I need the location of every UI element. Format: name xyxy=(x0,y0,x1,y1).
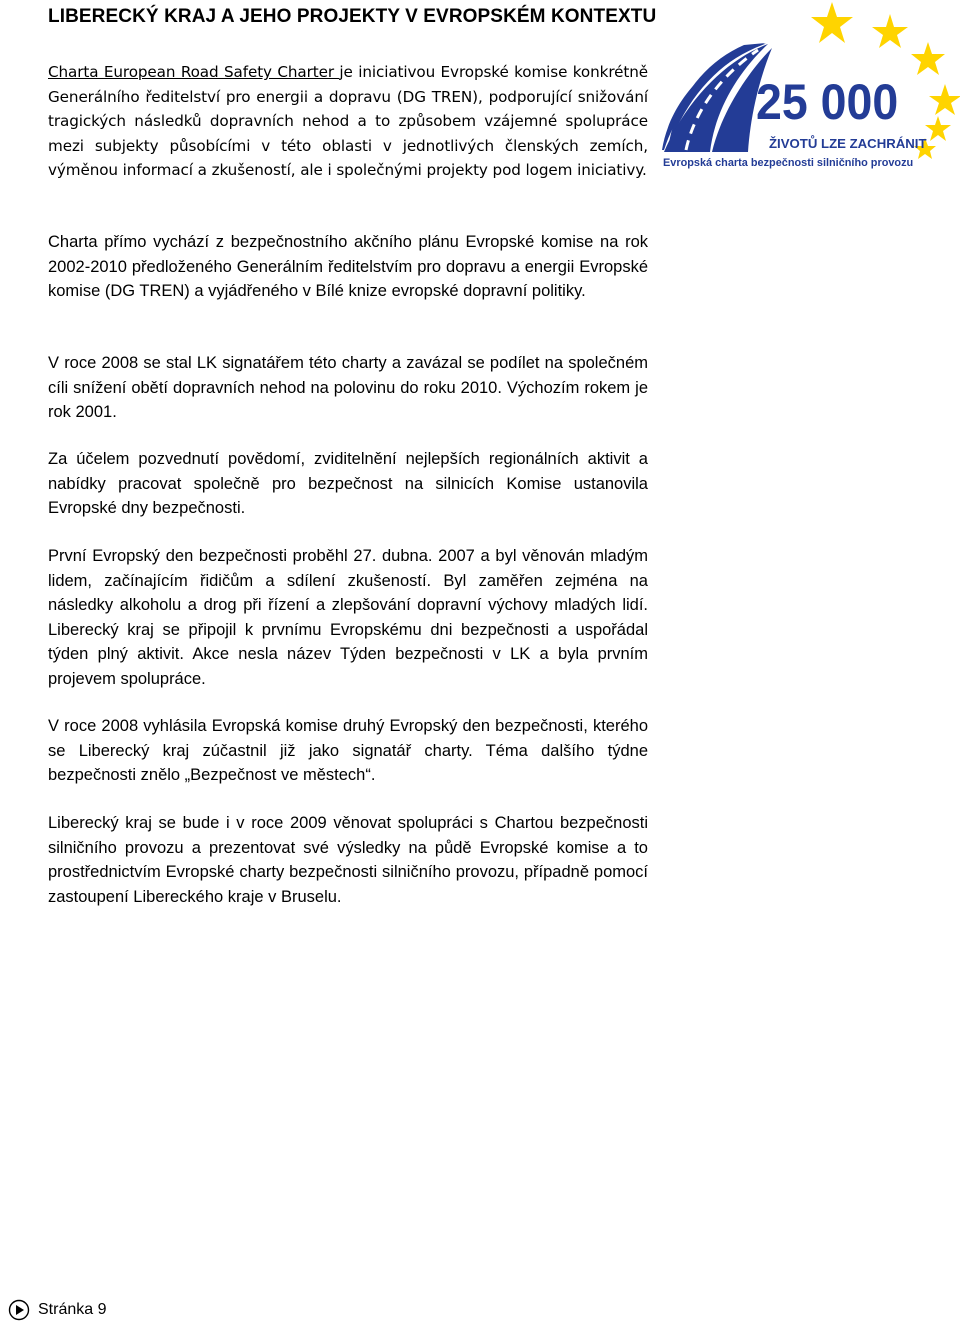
logo-slogan: ŽIVOTŮ LZE ZACHRÁNIT xyxy=(769,136,927,151)
road-safety-charter-logo xyxy=(660,0,960,180)
paragraph-safety-days: Za účelem pozvednutí povědomí, zviditelnění nejlepších regionálních aktivit a nabídky pracovat společně pro bezpečnost na silnicích Komise ustanovila Evropské dny bezpečnosti. xyxy=(48,450,648,517)
paragraph-action-plan: Charta přímo vychází z bezpečnostního akčního plánu Evropské komise na rok 2002-2010 předloženého Generálním ředitelstvím pro dopravu a energii Evropské komise (DG TREN) a vyjádřeného v Bílé knize evropské dopravní politiky. xyxy=(48,233,648,300)
logo-number: 25 000 xyxy=(756,74,899,130)
paragraph-first-safety-day: První Evropský den bezpečnosti proběhl 27. dubna. 2007 a byl věnován mladým lidem, začínajícím řidičům a sdílení zkušeností. Byl zaměřen zejména na následky alkoholu a drog při řízení a zlepšování dopravní výchovy mladých lidí. Liberecký kraj se připojil k prvnímu Evropskému dni bezpečnosti a uspořádal týden plný aktivit. Akce nesla název Týden bezpečnosti v LK a byla prvním projevem spolupráce. xyxy=(48,547,648,688)
paragraph-signatory-2008: V roce 2008 se stal LK signatářem této charty a zavázal se podílet na společném cíli snížení obětí dopravních nehod na polovinu do roku 2010. Výchozím rokem je rok 2001. xyxy=(48,354,648,421)
paragraph-charter-intro xyxy=(48,60,648,183)
paragraph-charter-intro-text: je iniciativou Evropské komise konkrétně Generálního ředitelství pro energii a dopravu (DG TREN), podporující snižování tragických následků dopravních nehod a to způsobem vzájemné spolupráce mezi subjekty působícími v této oblasti v jednotlivých členských zemích, výměnou informací a zkušeností, ale i společnými projekty pod logem iniciativy. xyxy=(48,63,648,179)
paragraph-second-safety-day: V roce 2008 vyhlásila Evropská komise druhý Evropský den bezpečnosti, kterého se Liberecký kraj zúčastnil již jako signatář charty. Téma dalšího týdne bezpečnosti znělo „Bezpečnost ve městech“. xyxy=(48,717,648,784)
play-arrow-icon xyxy=(8,1299,30,1321)
page-number: Stránka 9 xyxy=(38,1301,107,1318)
charter-link[interactable]: Charta European Road Safety Charter xyxy=(48,63,340,81)
page-title: LIBERECKÝ KRAJ A JEHO PROJEKTY V EVROPSKÉM KONTEXTU xyxy=(48,6,657,27)
page-footer xyxy=(8,1298,106,1322)
logo-caption: Evropská charta bezpečnosti silničního provozu xyxy=(663,157,914,169)
paragraph-plans-2009: Liberecký kraj se bude i v roce 2009 věnovat spolupráci s Chartou bezpečnosti silničního provozu a prezentovat své výsledky na půdě Evropské komise a to prostřednictvím Evropské charty bezpečnosti silničního provozu, případně pomocí zastoupení Libereckého kraje v Bruselu. xyxy=(48,814,648,906)
